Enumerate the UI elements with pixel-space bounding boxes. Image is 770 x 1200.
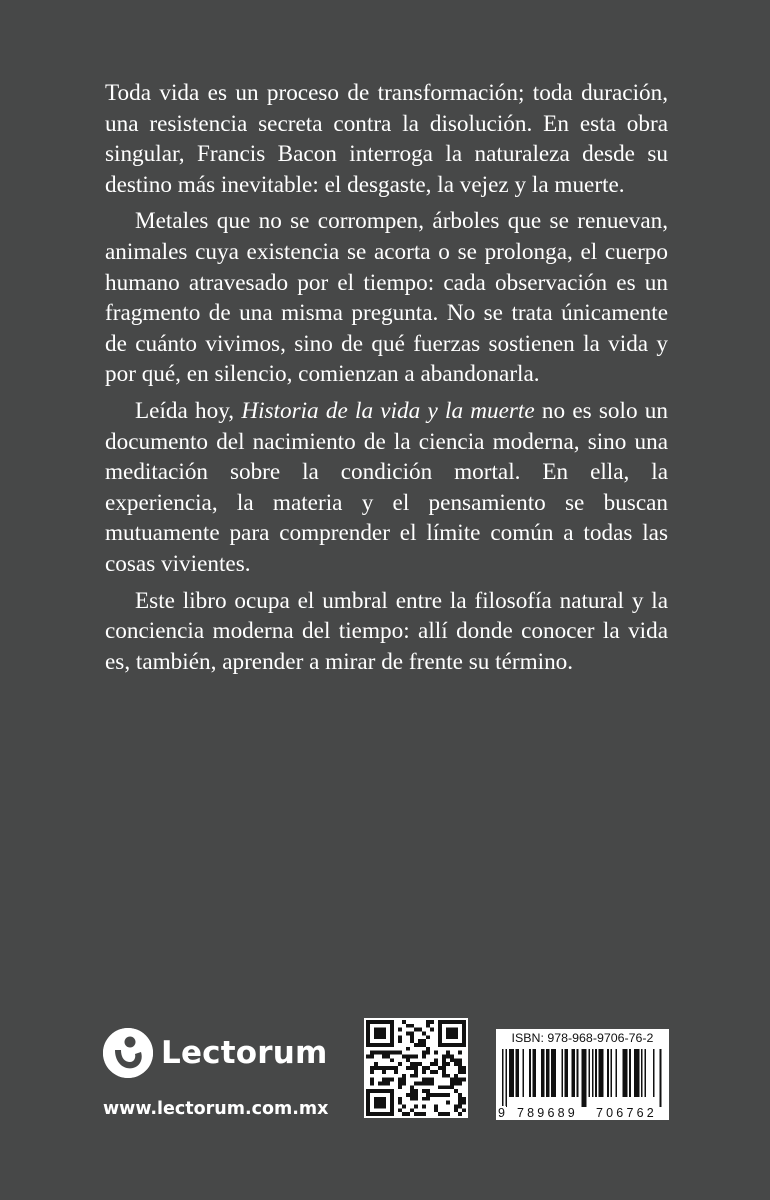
isbn-barcode <box>496 1029 669 1120</box>
blurb-paragraph-3-end: no es solo un documento del nacimiento de la ciencia moderna, sino una meditación sobre la condición mortal. En ella, la experiencia, la materia y el pensamiento se buscan mutuamente para comprender el límite común a todas las cosas vivientes. <box>105 397 668 577</box>
barcode-digits-right: 706762 <box>596 1106 657 1120</box>
blurb-paragraph-3 <box>105 396 668 580</box>
blurb-paragraph-2: Metales que no se corrompen, árboles que se renuevan, animales cuya existencia se acorta o se prolonga, el cuerpo humano atravesado por el tiempo: cada observación es un fragmento de una misma pregunta. No se trata únicamente de cuánto vivimos, sino de qué fuerzas sostienen la vida y por qué, en silencio, comienzan a abandonarla. <box>105 208 668 388</box>
barcode-bars <box>502 1049 663 1107</box>
publisher-name: Lectorum <box>161 1035 328 1071</box>
isbn-label: ISBN: 978-968-9706-76-2 <box>511 1031 654 1045</box>
publisher-logo-icon <box>103 1028 153 1078</box>
publisher-url[interactable]: www.lectorum.com.mx <box>103 1099 329 1119</box>
back-cover-blurb <box>105 78 668 683</box>
blurb-paragraph-3-start: Leída hoy, <box>135 397 242 424</box>
publisher-logo <box>103 1028 328 1078</box>
qr-code[interactable] <box>364 1018 468 1118</box>
barcode-digit-lead: 9 <box>498 1106 505 1120</box>
blurb-paragraph-1: Toda vida es un proceso de transformación; toda duración, una resistencia secreta contra la disolución. En esta obra singular, Francis Bacon interroga la naturaleza desde su destino más inevitable: el desgaste, la vejez y la muerte. <box>105 80 668 198</box>
barcode-digits <box>496 1106 669 1120</box>
blurb-paragraph-4: Este libro ocupa el umbral entre la filosofía natural y la conciencia moderna del tiempo: allí donde conocer la vida es, también, aprender a mirar de frente su término. <box>105 587 668 675</box>
barcode-digits-left: 789689 <box>517 1106 578 1120</box>
book-title-italic: Historia de la vida y la muerte <box>241 397 535 424</box>
